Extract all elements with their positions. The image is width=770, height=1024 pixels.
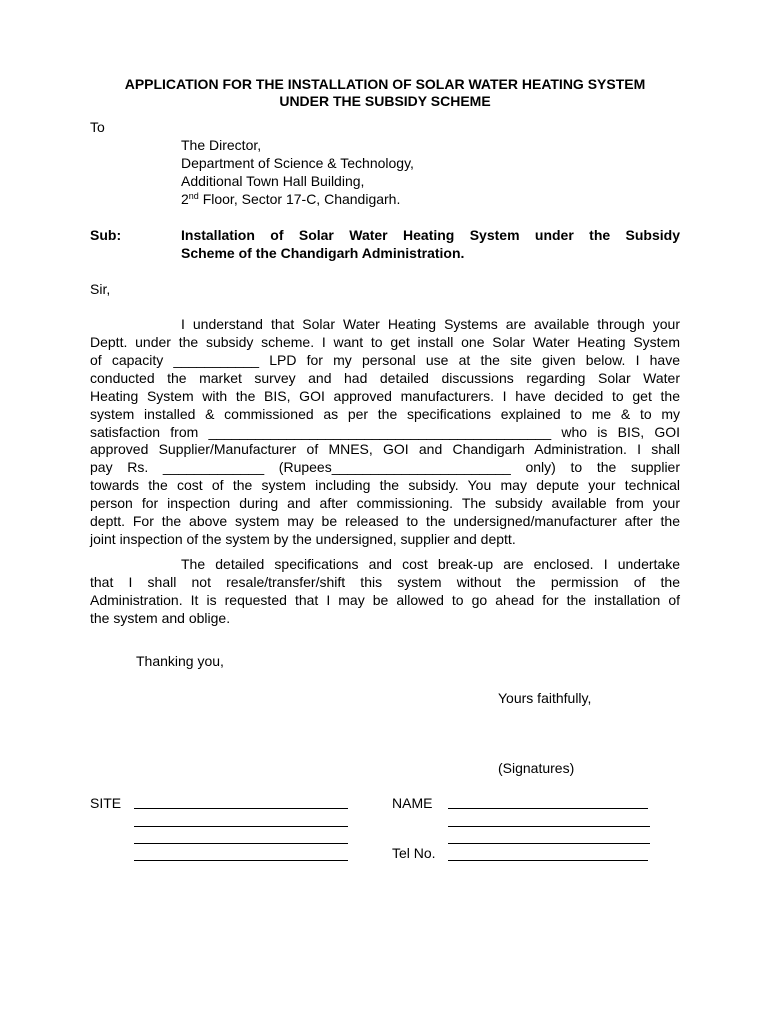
address-line-1: The Director,: [181, 137, 262, 153]
document-title-line-2: UNDER THE SUBSIDY SCHEME: [279, 93, 491, 109]
para2-line: The detailed specifications and cost break-up are enclosed. I undertake: [181, 556, 680, 572]
para1-line: approved Supplier/Manufacturer of MNES, GOI and Chandigarh Administration. I shall: [90, 441, 680, 457]
para1-line: person for inspection during and after commissioning. The subsidy available from your: [90, 495, 680, 511]
subject-label: Sub:: [90, 227, 122, 243]
floor-ordinal: nd: [188, 191, 199, 201]
subject-line-1: Installation of Solar Water Heating System under the Subsidy: [181, 227, 680, 243]
para1-line: system installed & commissioned as per the specifications explained to me & to my: [90, 406, 680, 422]
para1-line: Deptt. under the subsidy scheme. I want to get install one Solar Water Heating System: [90, 334, 680, 350]
thanking-you: Thanking you,: [136, 653, 224, 669]
site-input-line-2[interactable]: [134, 826, 348, 827]
para1-line: joint inspection of the system by the undersigned, supplier and deptt.: [90, 531, 516, 547]
site-input-line-1[interactable]: [134, 808, 348, 809]
yours-faithfully: Yours faithfully,: [498, 690, 592, 706]
para1-line: Heating System with the BIS, GOI approved manufacturers. I have decided to get the: [90, 388, 680, 404]
floor-number: 2: [181, 191, 189, 207]
address-line-2: Department of Science & Technology,: [181, 155, 414, 171]
floor-rest: Floor, Sector 17-C, Chandigarh.: [198, 191, 401, 207]
tel-input-line[interactable]: [448, 860, 648, 861]
site-input-line-4[interactable]: [134, 860, 348, 861]
para1-line: I understand that Solar Water Heating Systems are available through your: [181, 316, 680, 332]
address-line-4: [181, 191, 400, 207]
para1-line: satisfaction from ____________________________________________ who is BIS, GOI: [90, 424, 680, 440]
para1-line: of capacity ___________ LPD for my personal use at the site given below. I have: [90, 352, 680, 368]
subject-line-2: Scheme of the Chandigarh Administration.: [181, 245, 465, 261]
para2-line: Administration. It is requested that I may be allowed to go ahead for the installation of: [90, 592, 680, 608]
para1-line: pay Rs. _____________ (Rupees_______________________ only) to the supplier: [90, 459, 680, 475]
tel-label: Tel No.: [392, 845, 436, 861]
salutation: Sir,: [90, 281, 111, 297]
document-title-line-1: APPLICATION FOR THE INSTALLATION OF SOLAR WATER HEATING SYSTEM: [124, 76, 646, 92]
address-line-3: Additional Town Hall Building,: [181, 173, 365, 189]
para1-line: conducted the market survey and had detailed discussions regarding Solar Water: [90, 370, 680, 386]
name-input-line-3[interactable]: [448, 843, 650, 844]
name-label: NAME: [392, 795, 433, 811]
para2-line: that I shall not resale/transfer/shift this system without the permission of the: [90, 574, 680, 590]
site-input-line-3[interactable]: [134, 843, 348, 844]
to-label: To: [90, 119, 105, 135]
signatures-label: (Signatures): [498, 760, 575, 776]
site-label: SITE: [90, 795, 122, 811]
para2-line: the system and oblige.: [90, 610, 231, 626]
name-input-line-1[interactable]: [448, 808, 648, 809]
name-input-line-2[interactable]: [448, 826, 650, 827]
para1-line: deptt. For the above system may be released to the undersigned/manufacturer after the: [90, 513, 680, 529]
para1-line: towards the cost of the system including the subsidy. You may depute your technical: [90, 477, 680, 493]
